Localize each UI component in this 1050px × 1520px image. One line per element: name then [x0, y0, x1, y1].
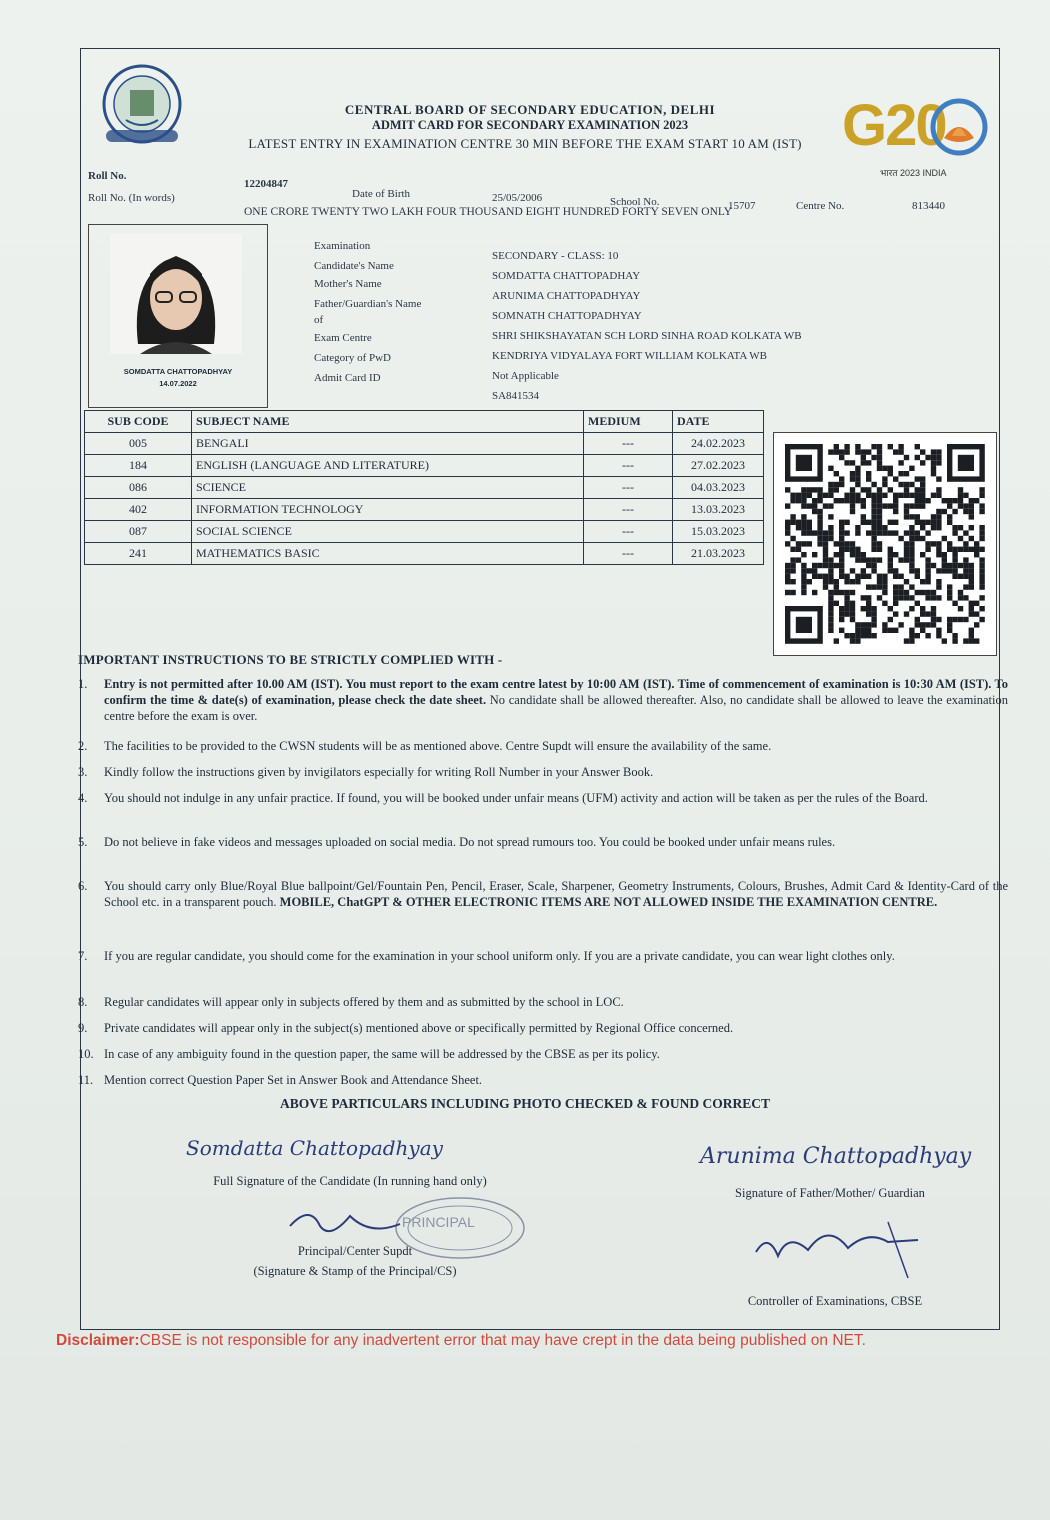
medium: --- [584, 455, 673, 477]
instructions-title: IMPORTANT INSTRUCTIONS TO BE STRICTLY COMPLIED WITH - [78, 652, 503, 667]
instruction-text: No candidate shall be allowed thereafter. Also, no candidate shall be allowed to leave the examination centre before the exam is over. [104, 693, 1009, 723]
instruction-bold: MOBILE, ChatGPT & OTHER ELECTRONIC ITEMS ARE NOT ALLOWED INSIDE THE EXAMINATION CENTRE. [279, 895, 938, 909]
instruction-number: 3. [78, 765, 88, 779]
subject-name: ENGLISH (LANGUAGE AND LITERATURE) [192, 455, 584, 477]
photo-name: SOMDATTA CHATTOPADHYAY [123, 367, 233, 376]
table-row [85, 477, 764, 499]
info-values [492, 246, 802, 406]
sub-code: 005 [85, 433, 192, 455]
instruction-item [78, 1020, 1008, 1036]
dob-value: 25/05/2006 [492, 192, 543, 204]
candidate-signature: Somdatta Chattopadhyay [186, 1136, 443, 1160]
instruction-item [78, 994, 1008, 1010]
table-row [85, 543, 764, 565]
instruction-item [78, 790, 1008, 806]
photo-caption [90, 366, 266, 390]
roll-no-label: Roll No. [88, 170, 127, 182]
principal-caption-sub: (Signature & Stamp of the Principal/CS) [253, 1264, 457, 1278]
instruction-text: Do not believe in fake videos and messages uploaded on social media. Do not spread rumours too. You could be booked under unfair means rules. [104, 835, 836, 849]
table-row [85, 521, 764, 543]
instruction-item [78, 948, 1008, 964]
principal-stamp-label: PRINCIPAL [402, 1214, 475, 1230]
instruction-text: Regular candidates will appear only in subjects offered by them and as submitted by the school in LOC. [104, 995, 624, 1009]
instruction-item [78, 1072, 1008, 1088]
verification-statement: ABOVE PARTICULARS INCLUDING PHOTO CHECKED & FOUND CORRECT [280, 1096, 770, 1111]
mother-name-value: ARUNIMA CHATTOPADHYAY [492, 290, 641, 302]
instruction-text: In case of any ambiguity found in the question paper, the same will be addressed by the CBSE as per its policy. [104, 1047, 660, 1061]
instruction-number: 5. [78, 835, 88, 849]
medium: --- [584, 477, 673, 499]
instruction-text: The facilities to be provided to the CWSN students will be as mentioned above. Centre Supdt will ensure the availability of the same. [104, 739, 772, 753]
medium: --- [584, 521, 673, 543]
g20-text: G20 [842, 93, 946, 158]
exam-date: 27.02.2023 [673, 455, 764, 477]
disclaimer [56, 1332, 866, 1350]
instruction-text: Private candidates will appear only in the subject(s) mentioned above or specifically permitted by Regional Office concerned. [104, 1021, 734, 1035]
exam-date: 15.03.2023 [673, 521, 764, 543]
controller-caption: Controller of Examinations, CBSE [747, 1294, 923, 1308]
instruction-text: Kindly follow the instructions given by invigilators especially for writing Roll Number in your Answer Book. [104, 765, 654, 779]
info-label: Examination [314, 240, 371, 252]
school-no-value: 15707 [728, 200, 756, 212]
exam-date: 21.03.2023 [673, 543, 764, 565]
instruction-number: 8. [78, 995, 88, 1009]
instruction-text: If you are regular candidate, you should come for the examination in your school uniform only. If you are a private candidate, you can wear light clothes only. [104, 949, 895, 963]
instruction-item [78, 738, 1008, 754]
candidate-signature-caption: Full Signature of the Candidate (In running hand only) [213, 1174, 487, 1188]
g20-subtitle: भारत 2023 INDIA [880, 168, 947, 178]
principal-caption: Principal/Center Supdt [297, 1244, 413, 1258]
medium: --- [584, 543, 673, 565]
dob-label: Date of Birth [352, 188, 411, 200]
table-row [85, 433, 764, 455]
table-row [85, 499, 764, 521]
medium: --- [584, 433, 673, 455]
instruction-number: 10. [78, 1047, 94, 1061]
school-name-value: SHRI SHIKSHAYATAN SCH LORD SINHA ROAD KOLKATA WB [492, 330, 802, 342]
sub-code: 087 [85, 521, 192, 543]
qr-code [773, 432, 997, 656]
exam-date: 04.03.2023 [673, 477, 764, 499]
lotus-globe-icon [930, 98, 988, 156]
roll-words-label: Roll No. (In words) [88, 192, 175, 204]
instruction-number: 9. [78, 1021, 88, 1035]
roll-words-value: ONE CRORE TWENTY TWO LAKH FOUR THOUSAND EIGHT HUNDRED FORTY SEVEN ONLY [244, 206, 733, 218]
exam-centre-value: KENDRIYA VIDYALAYA FORT WILLIAM KOLKATA WB [492, 350, 767, 362]
exam-date: 24.02.2023 [673, 433, 764, 455]
examination-value: SECONDARY - CLASS: 10 [492, 250, 619, 262]
medium: --- [584, 499, 673, 521]
admit-card-id-value: SA841534 [492, 390, 540, 402]
school-no-label: School No. [610, 196, 660, 208]
info-label: Admit Card ID [314, 372, 381, 384]
entry-notice: LATEST ENTRY IN EXAMINATION CENTRE 30 MIN BEFORE THE EXAM START 10 AM (IST) [248, 136, 802, 151]
subject-name-header: SUBJECT NAME [192, 411, 584, 433]
instruction-number: 6. [78, 879, 88, 893]
candidate-photo [110, 234, 242, 354]
exam-date: 13.03.2023 [673, 499, 764, 521]
cbse-logo [86, 60, 186, 148]
info-labels [314, 236, 421, 388]
subjects-table [84, 410, 764, 565]
info-label: Category of PwD [314, 352, 391, 364]
instruction-number: 1. [78, 677, 88, 691]
sub-code: 241 [85, 543, 192, 565]
instruction-item [78, 1046, 1008, 1062]
instruction-bold: Entry is not permitted after 10.00 AM (IST). You must report to the exam centre latest by 10:00 AM (IST). Time of commencement of examination is 10:30 AM (IST). To confirm the time & date(s) of examination, please check the date sheet. [104, 677, 1008, 707]
pwd-category-value: Not Applicable [492, 370, 559, 382]
roll-no-value: 12204847 [244, 178, 288, 190]
subject-name: MATHEMATICS BASIC [192, 543, 584, 565]
instruction-item [78, 834, 1008, 850]
centre-no-label: Centre No. [796, 200, 845, 212]
centre-no-value: 813440 [912, 200, 945, 212]
instruction-text: Mention correct Question Paper Set in Answer Book and Attendance Sheet. [104, 1073, 483, 1087]
father-name-value: SOMNATH CHATTOPADHYAY [492, 310, 642, 322]
subject-name: INFORMATION TECHNOLOGY [192, 499, 584, 521]
table-row [85, 455, 764, 477]
disclaimer-text: CBSE is not responsible for any inadvertent error that may have crept in the data being published on NET. [139, 1332, 866, 1349]
date-header: DATE [673, 411, 764, 433]
subject-name: BENGALI [192, 433, 584, 455]
guardian-signature: Arunima Chattopadhyay [700, 1144, 972, 1169]
guardian-signature-caption: Signature of Father/Mother/ Guardian [735, 1186, 925, 1200]
sub-code: 184 [85, 455, 192, 477]
photo-date: 14.07.2022 [159, 379, 197, 388]
instruction-number: 11. [78, 1073, 94, 1087]
info-label: of [314, 314, 324, 326]
medium-header: MEDIUM [584, 411, 673, 433]
info-label: Candidate's Name [314, 260, 394, 272]
subject-name: SOCIAL SCIENCE [192, 521, 584, 543]
subject-name: SCIENCE [192, 477, 584, 499]
disclaimer-label: Disclaimer: [56, 1332, 140, 1349]
instruction-item [78, 764, 1008, 780]
sub-code: 402 [85, 499, 192, 521]
instruction-text: You should not indulge in any unfair practice. If found, you will be booked under unfair means (UFM) activity and action will be taken as per the rules of the Board. [104, 791, 928, 805]
info-label: Exam Centre [314, 332, 372, 344]
sub-code-header: SUB CODE [85, 411, 192, 433]
instruction-text: You should carry only Blue/Royal Blue ballpoint/Gel/Fountain Pen, Pencil, Eraser, Scale, Sharpener, Geometry Instruments, Colours, Brushes, Admit Card & Identity-Card of the School etc. in a transparent pouch. [104, 879, 1008, 909]
card-title: ADMIT CARD FOR SECONDARY EXAMINATION 2023 [371, 118, 689, 132]
instruction-item [78, 878, 1008, 910]
instruction-number: 2. [78, 739, 88, 753]
subjects-header-row [85, 411, 764, 433]
info-label: Mother's Name [314, 278, 382, 290]
controller-signature [748, 1212, 928, 1282]
candidate-name-value: SOMDATTA CHATTOPADHAY [492, 270, 641, 282]
info-label: Father/Guardian's Name [314, 298, 422, 310]
board-name: CENTRAL BOARD OF SECONDARY EDUCATION, DELHI [344, 102, 716, 117]
instruction-number: 7. [78, 949, 88, 963]
sub-code: 086 [85, 477, 192, 499]
instruction-number: 4. [78, 791, 88, 805]
instruction-item [78, 676, 1008, 724]
